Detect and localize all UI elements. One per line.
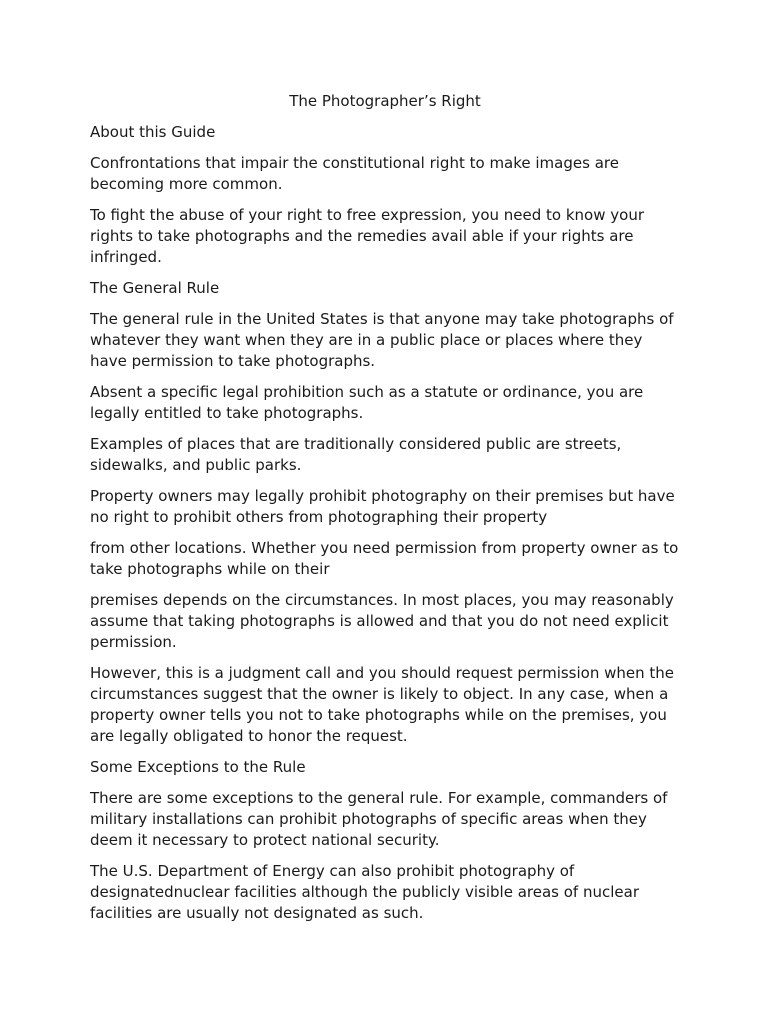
paragraph: from other locations. Whether you need permission from property owner as to take photographs while on their [90,539,679,578]
paragraph: Confrontations that impair the constitutional right to make images are becoming more common. [90,154,619,193]
document-title: The Photographer’s Right [289,92,481,110]
paragraph: The U.S. Department of Energy can also prohibit photography of designatednuclear facilities although the publicly visible areas of nuclear facilities are usually not designated as such. [90,862,639,922]
paragraph: premises depends on the circumstances. In most places, you may reasonably assume that taking photographs is allowed and that you do not need explicit permission. [90,591,674,651]
paragraph: Absent a specific legal prohibition such as a statute or ordinance, you are legally entitled to take photographs. [90,383,644,422]
paragraph: Examples of places that are traditionally considered public are streets, sidewalks, and public parks. [90,435,622,474]
section-heading-general-rule: The General Rule [90,279,220,297]
document-body [90,91,680,934]
paragraph: Property owners may legally prohibit photography on their premises but have no right to prohibit others from photographing their property [90,487,675,526]
paragraph: There are some exceptions to the general rule. For example, commanders of military installations can prohibit photographs of specific areas when they deem it necessary to protect national security. [90,789,668,849]
paragraph: The general rule in the United States is that anyone may take photographs of whatever they want when they are in a public place or places where they have permission to take photographs. [90,310,674,370]
paragraph: However, this is a judgment call and you should request permission when the circumstances suggest that the owner is likely to object. In any case, when a property owner tells you not to take photographs while on the premises, you are legally obligated to honor the request. [90,664,675,745]
paragraph: To fight the abuse of your right to free expression, you need to know your rights to take photographs and the remedies avail able if your rights are infringed. [90,206,644,266]
section-heading-exceptions: Some Exceptions to the Rule [90,758,306,776]
section-heading-about: About this Guide [90,123,216,141]
